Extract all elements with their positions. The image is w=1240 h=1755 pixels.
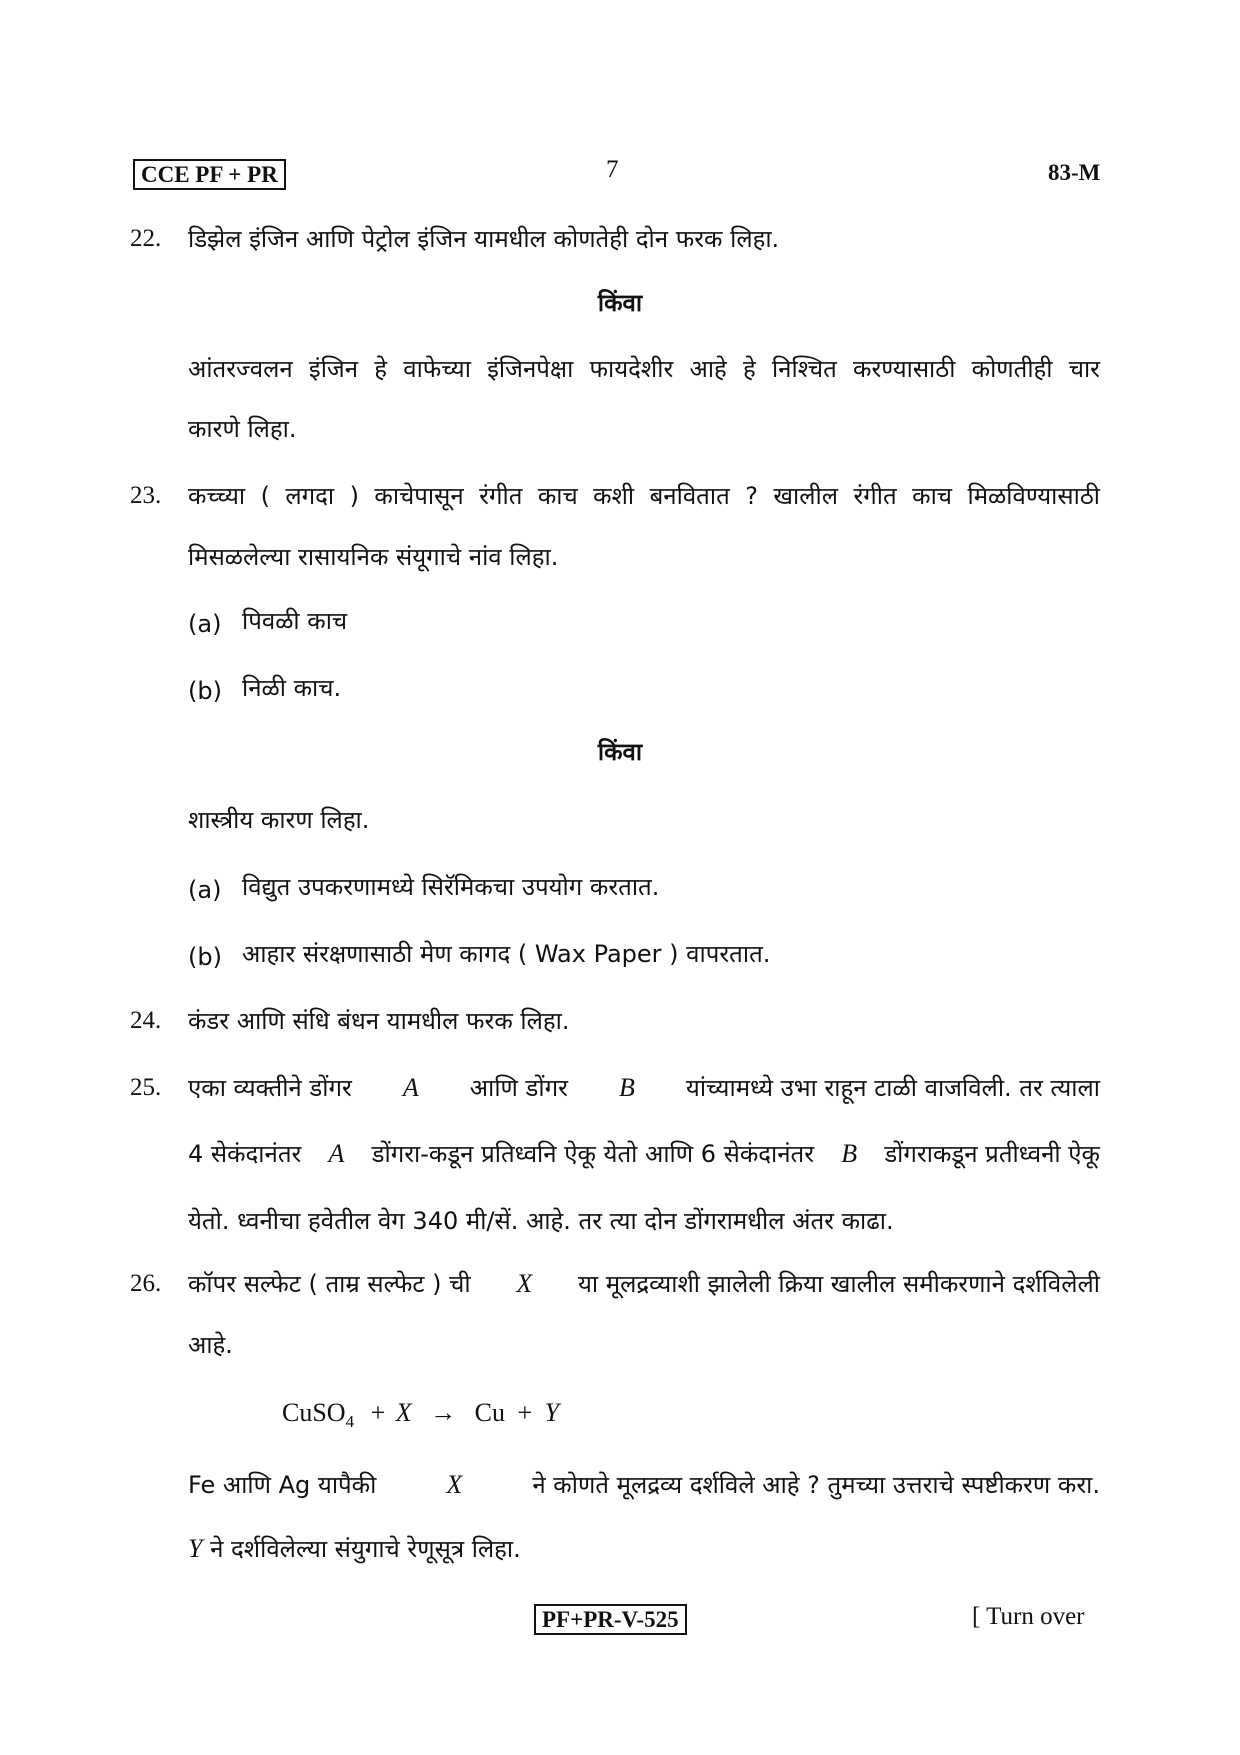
footer-code: PF+PR-V-525 xyxy=(534,1604,687,1635)
q22-text: डिझेल इंजिन आणि पेट्रोल इंजिन यामधील कोणतेही दोन फरक लिहा. xyxy=(188,225,780,253)
eq-cu: Cu xyxy=(474,1398,505,1427)
q25-number: 25. xyxy=(130,1074,162,1101)
q25-var-a: A xyxy=(402,1073,419,1102)
q22-alt-line1: आंतरज्वलन इंजिन हे वाफेच्या इंजिनपेक्षा फायदेशीर आहे हे निश्चित करण्यासाठी कोणतीही चार xyxy=(188,355,1100,383)
eq-arrow: → xyxy=(430,1398,457,1427)
q25-line2 xyxy=(188,1139,1100,1169)
q25-l1-part-c: यांच्यामध्ये उभा राहून टाळी वाजविली. तर त्याला xyxy=(685,1074,1100,1102)
q24-text: कंडर आणि संधि बंधन यामधील फरक लिहा. xyxy=(188,1007,570,1035)
q26-number: 26. xyxy=(130,1270,162,1297)
q22-number: 22. xyxy=(130,225,162,252)
chemical-equation xyxy=(282,1398,559,1432)
q26-l3-part-b: ने कोणते मूलद्रव्य दर्शविले आहे ? तुमच्या उत्तराचे स्पष्टीकरण करा. xyxy=(532,1471,1100,1499)
q23-line2: मिसळलेल्या रासायनिक संयूगाचे नांव लिहा. xyxy=(188,543,559,571)
q23-number: 23. xyxy=(130,482,162,509)
q26-l4-text: ने दर्शविलेल्या संयुगाचे रेणूसूत्र लिहा. xyxy=(210,1535,521,1563)
q25-l2-part-c: डोंगराकडून प्रतीध्वनी ऐकू xyxy=(884,1140,1100,1168)
q25-var-b: B xyxy=(618,1073,635,1102)
q23-or: किंवा xyxy=(597,738,643,766)
q26-l1-part-b: या मूलद्रव्याशी झालेली क्रिया खालील समीकरणाने दर्शविलेली xyxy=(578,1270,1100,1298)
eq-x: X xyxy=(395,1398,412,1427)
q25-l1-part-a: एका व्यक्तीने डोंगर xyxy=(188,1074,352,1102)
q25-line3: येतो. ध्वनीचा हवेतील वेग 340 मी/सें. आहे. तर त्या दोन डोंगरामधील अंतर काढा. xyxy=(188,1207,894,1235)
q26-var-x: X xyxy=(516,1269,533,1298)
q23-b-text: निळी काच. xyxy=(242,674,342,702)
q25-var-b-2: B xyxy=(841,1139,858,1168)
q24-number: 24. xyxy=(130,1007,162,1034)
q25-l2-part-b: डोंगरा-कडून प्रतिध्वनि ऐकू येतो आणि 6 सेकंदानंतर xyxy=(371,1140,815,1168)
eq-reactant: CuSO xyxy=(282,1398,346,1427)
q23-alt-a-label: (a) xyxy=(188,876,222,904)
eq-plus-2: + xyxy=(517,1398,533,1427)
q26-l3-part-a: Fe आणि Ag यापैकी xyxy=(188,1471,377,1499)
q26-line4 xyxy=(188,1534,521,1564)
q25-l1-part-b: आणि डोंगर xyxy=(469,1074,568,1102)
q25-line1 xyxy=(188,1073,1100,1103)
q26-line1 xyxy=(188,1269,1100,1299)
q26-var-x-2: X xyxy=(446,1470,463,1499)
q26-line2: आहे. xyxy=(188,1331,233,1359)
q23-a-text: पिवळी काच xyxy=(242,607,348,635)
q26-line3 xyxy=(188,1470,1100,1500)
q23-alt-intro: शास्त्रीय कारण लिहा. xyxy=(188,806,370,834)
q23-a-label: (a) xyxy=(188,610,222,638)
eq-subscript: 4 xyxy=(345,1412,355,1432)
eq-plus-1: + xyxy=(370,1398,386,1427)
q23-alt-a-text: विद्युत उपकरणामध्ये सिरॅमिकचा उपयोग करतात. xyxy=(242,873,660,901)
q23-alt-b-label: (b) xyxy=(188,943,222,971)
header-left-code: CCE PF + PR xyxy=(133,159,286,190)
q22-alt-line2: कारणे लिहा. xyxy=(188,415,297,443)
q22-or: किंवा xyxy=(597,289,643,317)
q23-b-label: (b) xyxy=(188,677,222,705)
q26-var-y: Y xyxy=(188,1534,203,1563)
q23-line1: कच्च्या ( लगदा ) काचेपासून रंगीत काच कशी बनवितात ? खालील रंगीत काच मिळविण्यासाठी xyxy=(188,482,1100,510)
turn-over-note: [ Turn over xyxy=(972,1603,1085,1630)
q26-l1-part-a: कॉपर सल्फेट ( ताम्र सल्फेट ) ची xyxy=(188,1270,471,1298)
q25-var-a-2: A xyxy=(328,1139,345,1168)
eq-y: Y xyxy=(544,1398,560,1427)
header-right-code: 83-M xyxy=(1048,160,1101,185)
q23-alt-b-text: आहार संरक्षणासाठी मेण कागद ( Wax Paper ) वापरतात. xyxy=(242,940,771,968)
q25-l2-part-a: 4 सेकंदानंतर xyxy=(188,1140,302,1168)
page-number: 7 xyxy=(606,156,619,183)
